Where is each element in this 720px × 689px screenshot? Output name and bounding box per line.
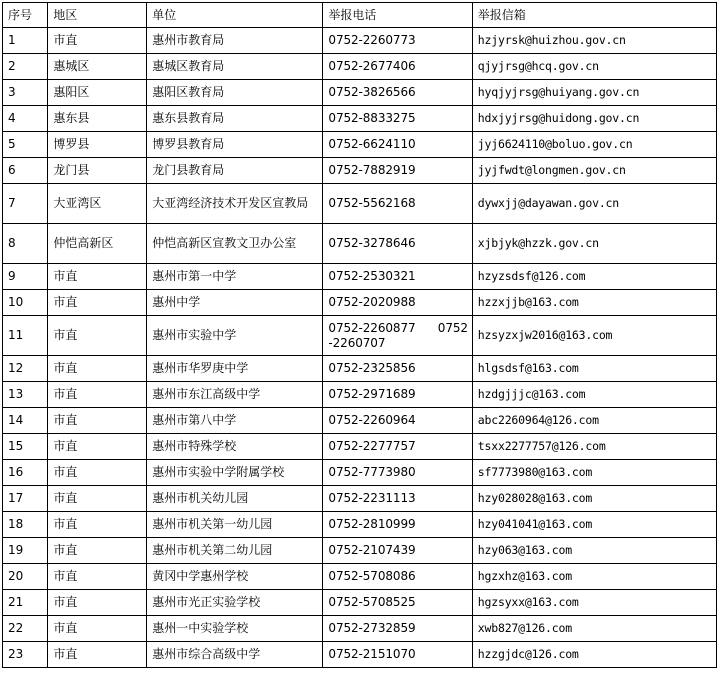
cell-email: tsxx2277757@126.com xyxy=(472,434,716,460)
cell-area: 市直 xyxy=(48,512,147,538)
header-email: 举报信箱 xyxy=(472,3,716,28)
cell-unit: 惠州市机关幼儿园 xyxy=(147,486,323,512)
cell-unit: 惠城区教育局 xyxy=(147,54,323,80)
cell-email: hzsyzxjw2016@163.com xyxy=(472,316,716,356)
cell-unit: 惠州市第八中学 xyxy=(147,408,323,434)
cell-email: abc2260964@126.com xyxy=(472,408,716,434)
cell-phone: 0752-2107439 xyxy=(323,538,472,564)
cell-phone: 0752-8833275 xyxy=(323,106,472,132)
table-row xyxy=(3,434,717,460)
cell-area: 市直 xyxy=(48,408,147,434)
cell-no: 21 xyxy=(3,590,48,616)
cell-email: hyqjyjrsg@huiyang.gov.cn xyxy=(472,80,716,106)
table-row xyxy=(3,486,717,512)
cell-unit: 惠州市教育局 xyxy=(147,28,323,54)
cell-no: 6 xyxy=(3,158,48,184)
header-no: 序号 xyxy=(3,3,48,28)
table-row xyxy=(3,538,717,564)
cell-no: 7 xyxy=(3,184,48,224)
cell-email: dywxjj@dayawan.gov.cn xyxy=(472,184,716,224)
table-row xyxy=(3,316,717,356)
cell-phone: 0752-2732859 xyxy=(323,616,472,642)
cell-unit: 惠州市实验中学 xyxy=(147,316,323,356)
cell-email: hzy028028@163.com xyxy=(472,486,716,512)
cell-no: 1 xyxy=(3,28,48,54)
cell-no: 14 xyxy=(3,408,48,434)
cell-no: 8 xyxy=(3,224,48,264)
cell-phone: 0752-5562168 xyxy=(323,184,472,224)
cell-email: hdxjyjrsg@huidong.gov.cn xyxy=(472,106,716,132)
cell-area: 市直 xyxy=(48,316,147,356)
cell-email: hlgsdsf@163.com xyxy=(472,356,716,382)
cell-no: 15 xyxy=(3,434,48,460)
cell-area: 市直 xyxy=(48,290,147,316)
cell-area: 市直 xyxy=(48,486,147,512)
cell-no: 17 xyxy=(3,486,48,512)
cell-unit: 龙门县教育局 xyxy=(147,158,323,184)
table-row xyxy=(3,224,717,264)
table-row xyxy=(3,184,717,224)
cell-email: hzzgjdc@126.com xyxy=(472,642,716,668)
cell-unit: 惠州中学 xyxy=(147,290,323,316)
cell-unit: 惠州市实验中学附属学校 xyxy=(147,460,323,486)
cell-phone: 0752-7882919 xyxy=(323,158,472,184)
cell-no: 5 xyxy=(3,132,48,158)
cell-phone: 0752-3826566 xyxy=(323,80,472,106)
cell-email: hzzxjjb@163.com xyxy=(472,290,716,316)
table-row xyxy=(3,590,717,616)
table-row xyxy=(3,382,717,408)
cell-email: jyjfwdt@longmen.gov.cn xyxy=(472,158,716,184)
cell-email: hzyzsdsf@126.com xyxy=(472,264,716,290)
cell-email: hzdgjjjc@163.com xyxy=(472,382,716,408)
cell-no: 2 xyxy=(3,54,48,80)
table-row xyxy=(3,356,717,382)
cell-phone: 0752-2020988 xyxy=(323,290,472,316)
table-row xyxy=(3,408,717,434)
cell-area: 惠阳区 xyxy=(48,80,147,106)
cell-no: 3 xyxy=(3,80,48,106)
table-row xyxy=(3,512,717,538)
table-row xyxy=(3,158,717,184)
cell-phone: 0752-2810999 xyxy=(323,512,472,538)
cell-no: 16 xyxy=(3,460,48,486)
cell-phone: 0752-2260964 xyxy=(323,408,472,434)
cell-unit: 惠州市东江高级中学 xyxy=(147,382,323,408)
cell-area: 惠城区 xyxy=(48,54,147,80)
cell-no: 11 xyxy=(3,316,48,356)
cell-unit: 惠州市特殊学校 xyxy=(147,434,323,460)
cell-phone: 0752-2325856 xyxy=(323,356,472,382)
cell-area: 市直 xyxy=(48,564,147,590)
header-unit: 单位 xyxy=(147,3,323,28)
table-row xyxy=(3,106,717,132)
cell-unit: 黄冈中学惠州学校 xyxy=(147,564,323,590)
cell-area: 市直 xyxy=(48,356,147,382)
cell-no: 22 xyxy=(3,616,48,642)
cell-unit: 惠州市综合高级中学 xyxy=(147,642,323,668)
cell-area: 市直 xyxy=(48,382,147,408)
cell-area: 市直 xyxy=(48,538,147,564)
cell-unit: 大亚湾经济技术开发区宣教局 xyxy=(147,184,323,224)
cell-email: sf7773980@163.com xyxy=(472,460,716,486)
cell-no: 20 xyxy=(3,564,48,590)
table-row xyxy=(3,290,717,316)
cell-area: 市直 xyxy=(48,616,147,642)
table-row xyxy=(3,28,717,54)
cell-no: 19 xyxy=(3,538,48,564)
cell-email: hzjyrsk@huizhou.gov.cn xyxy=(472,28,716,54)
cell-phone: 0752-2677406 xyxy=(323,54,472,80)
cell-phone: 0752-2260877 0752-2260707 xyxy=(323,316,472,356)
cell-phone: 0752-5708086 xyxy=(323,564,472,590)
cell-phone: 0752-2530321 xyxy=(323,264,472,290)
cell-no: 18 xyxy=(3,512,48,538)
cell-unit: 惠州一中实验学校 xyxy=(147,616,323,642)
cell-unit: 惠州市机关第二幼儿园 xyxy=(147,538,323,564)
cell-no: 13 xyxy=(3,382,48,408)
cell-unit: 惠州市第一中学 xyxy=(147,264,323,290)
cell-unit: 博罗县教育局 xyxy=(147,132,323,158)
cell-area: 市直 xyxy=(48,642,147,668)
cell-phone: 0752-2151070 xyxy=(323,642,472,668)
cell-email: xjbjyk@hzzk.gov.cn xyxy=(472,224,716,264)
cell-area: 市直 xyxy=(48,590,147,616)
cell-no: 12 xyxy=(3,356,48,382)
cell-phone: 0752-5708525 xyxy=(323,590,472,616)
cell-email: jyj6624110@boluo.gov.cn xyxy=(472,132,716,158)
cell-phone: 0752-3278646 xyxy=(323,224,472,264)
cell-no: 4 xyxy=(3,106,48,132)
cell-unit: 惠阳区教育局 xyxy=(147,80,323,106)
table-header-row xyxy=(3,3,717,28)
cell-email: qjyjrsg@hcq.gov.cn xyxy=(472,54,716,80)
table-row xyxy=(3,616,717,642)
cell-email: hzy063@163.com xyxy=(472,538,716,564)
cell-phone: 0752-2260773 xyxy=(323,28,472,54)
table-row xyxy=(3,642,717,668)
cell-email: hzy041041@163.com xyxy=(472,512,716,538)
cell-no: 23 xyxy=(3,642,48,668)
cell-area: 大亚湾区 xyxy=(48,184,147,224)
table-row xyxy=(3,460,717,486)
cell-phone: 0752-2971689 xyxy=(323,382,472,408)
cell-area: 市直 xyxy=(48,434,147,460)
cell-no: 9 xyxy=(3,264,48,290)
table-row xyxy=(3,564,717,590)
cell-no: 10 xyxy=(3,290,48,316)
report-contacts-table xyxy=(2,2,717,668)
table-row xyxy=(3,132,717,158)
cell-unit: 仲恺高新区宣教文卫办公室 xyxy=(147,224,323,264)
cell-email: hgzsyxx@163.com xyxy=(472,590,716,616)
cell-unit: 惠州市机关第一幼儿园 xyxy=(147,512,323,538)
cell-unit: 惠州市光正实验学校 xyxy=(147,590,323,616)
cell-email: xwb827@126.com xyxy=(472,616,716,642)
table-row xyxy=(3,80,717,106)
header-area: 地区 xyxy=(48,3,147,28)
cell-area: 市直 xyxy=(48,264,147,290)
cell-email: hgzxhz@163.com xyxy=(472,564,716,590)
cell-phone: 0752-7773980 xyxy=(323,460,472,486)
cell-phone: 0752-2277757 xyxy=(323,434,472,460)
cell-area: 仲恺高新区 xyxy=(48,224,147,264)
cell-area: 惠东县 xyxy=(48,106,147,132)
cell-phone: 0752-2231113 xyxy=(323,486,472,512)
table-row xyxy=(3,264,717,290)
cell-unit: 惠州市华罗庚中学 xyxy=(147,356,323,382)
cell-phone: 0752-6624110 xyxy=(323,132,472,158)
cell-area: 龙门县 xyxy=(48,158,147,184)
table-row xyxy=(3,54,717,80)
cell-area: 博罗县 xyxy=(48,132,147,158)
cell-area: 市直 xyxy=(48,460,147,486)
cell-unit: 惠东县教育局 xyxy=(147,106,323,132)
header-phone: 举报电话 xyxy=(323,3,472,28)
cell-area: 市直 xyxy=(48,28,147,54)
